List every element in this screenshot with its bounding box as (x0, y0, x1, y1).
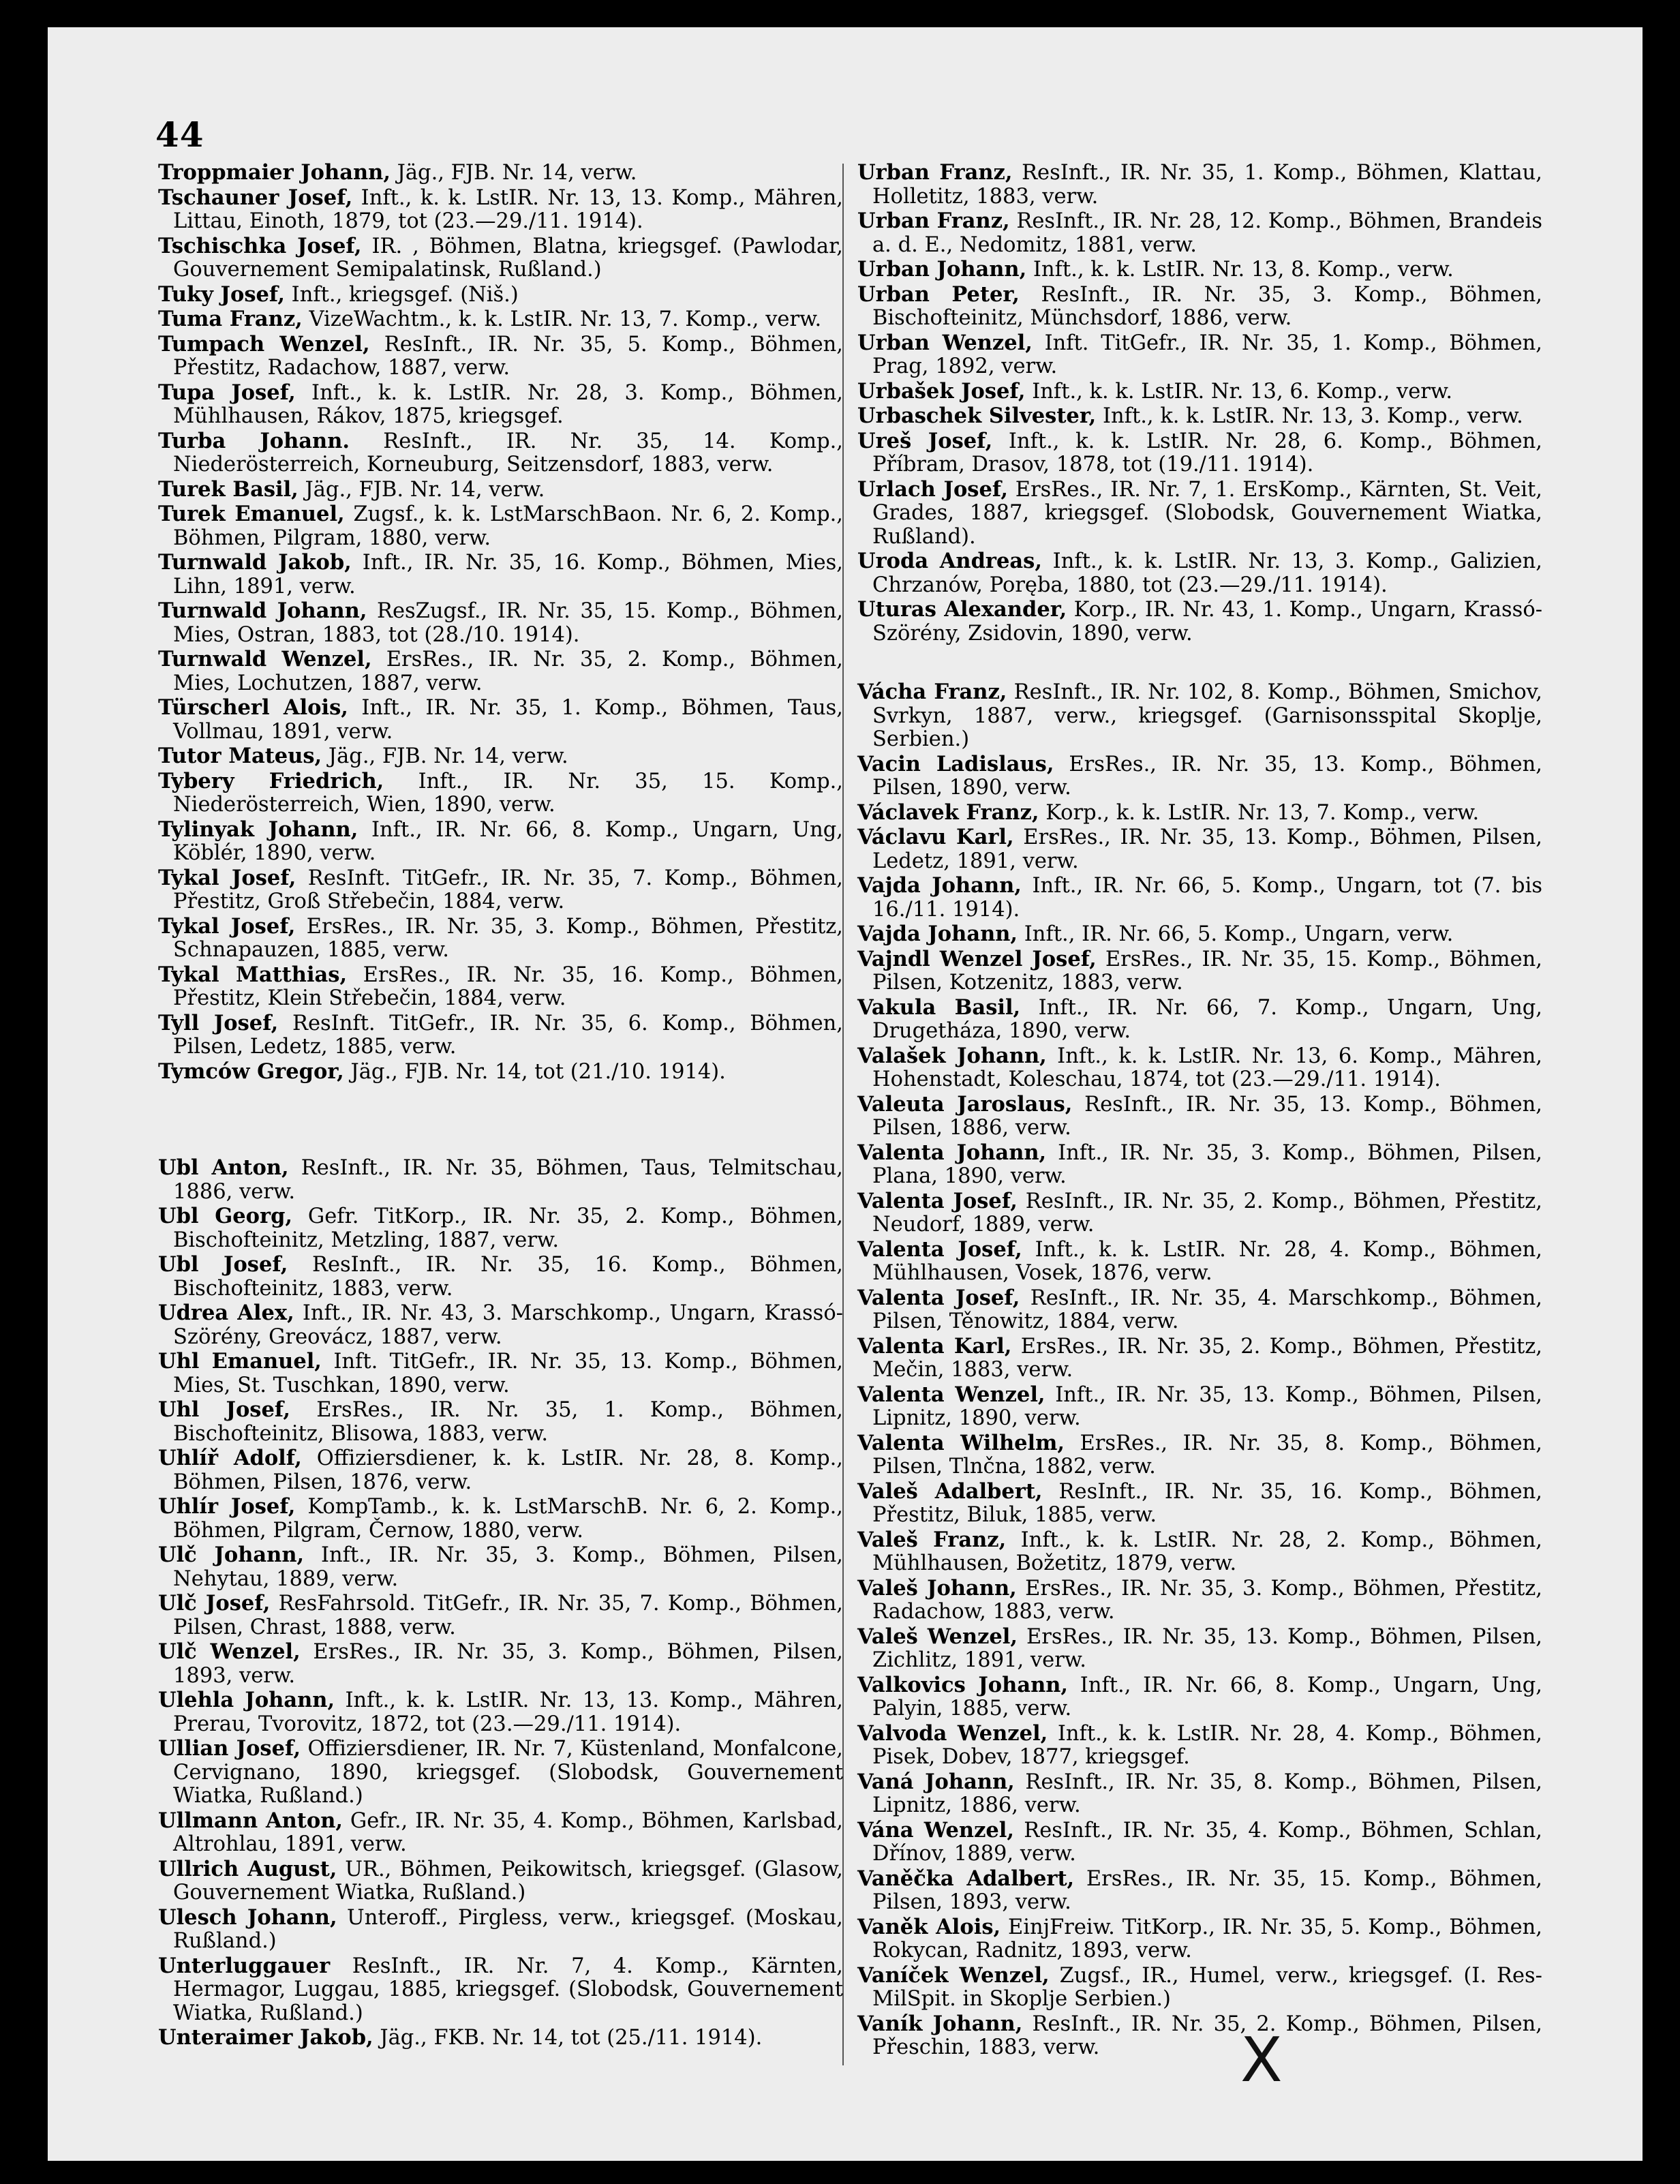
entry-name: Turek Basil, (158, 476, 299, 502)
entry-details: Inft. TitGefr., IR. Nr. 35, 13. Komp., Böhmen, Mies, St. Tuschkan, 1890, verw. (173, 1350, 843, 1397)
register-entry (857, 996, 1542, 1044)
entry-name: Vajndl Wenzel Josef, (857, 946, 1097, 971)
entry-details: VizeWachtm., k. k. LstIR. Nr. 13, 7. Komp., verw. (302, 307, 822, 331)
entry-name: Vakula Basil, (857, 995, 1021, 1020)
entry-details: ErsRes., IR. Nr. 35, 3. Komp., Böhmen, Přestitz, Schnapauzen, 1885, verw. (173, 914, 843, 962)
entry-name: Uhl Emanuel, (158, 1349, 322, 1374)
entry-name: Urbašek Josef, (857, 378, 1026, 404)
entry-name: Václavek Franz, (857, 800, 1039, 825)
entry-name: Tutor Mateus, (158, 744, 322, 768)
entry-name: Valeš Johann, (857, 1575, 1017, 1601)
entry-name: Valenta Josef, (857, 1285, 1020, 1310)
entry-details: Inft., IR. Nr. 35, 1. Komp., Böhmen, Taus, Vollmau, 1891, verw. (173, 696, 844, 744)
entry-details: Inft., IR. Nr. 66, 7. Komp., Ungarn, Ung, Drugetháza, 1890, verw. (872, 995, 1543, 1043)
register-entry (158, 770, 843, 817)
entry-name: Vajda Johann, (857, 873, 1022, 898)
register-entry (857, 1141, 1542, 1189)
entry-name: Tupa Josef, (158, 380, 296, 405)
register-entry (158, 599, 843, 647)
entry-name: Uturas Alexander, (857, 597, 1067, 622)
entry-name: Vajda Johann, (857, 922, 1018, 946)
register-entry (857, 161, 1542, 209)
entry-details: ResInft., IR. Nr. 35, 14. Komp., Niederösterreich, Korneuburg, Seitzensdorf, 1883, verw. (173, 429, 843, 476)
entry-name: Valenta Wilhelm, (857, 1430, 1065, 1455)
entry-details: ErsRes., IR. Nr. 35, 15. Komp., Böhmen, Pilsen, 1893, verw. (872, 1866, 1542, 1914)
register-entry (158, 551, 843, 598)
entry-name: Turnwald Johann, (158, 598, 367, 623)
entry-details: ResInft., IR. Nr. 35, 4. Komp., Böhmen, Schlan, Dřínov, 1889, verw. (872, 1818, 1542, 1866)
register-entry (158, 478, 843, 502)
entry-name: Tylinyak Johann, (158, 817, 358, 842)
entry-name: Urbaschek Silvester, (857, 404, 1097, 428)
register-entry (158, 818, 843, 866)
register-entry (857, 331, 1542, 379)
entry-name: Unterluggauer (158, 1953, 331, 1978)
entry-details: ResInft., IR. Nr. 7, 4. Komp., Kärnten, Hermagor, Luggau, 1885, kriegsgef. (Slobodsk, Gouvernement Wiatka, Rußland.) (173, 1954, 843, 2025)
entry-details: ResInft., IR. Nr. 102, 8. Komp., Böhmen, Smichov, Svrkyn, 1887, verw., kriegsgef. (Garnisonsspital Skoplje, Serbien.) (872, 680, 1542, 751)
entry-name: Turnwald Wenzel, (158, 647, 372, 671)
register-entry (158, 307, 843, 332)
register-entry (857, 1964, 1542, 2012)
handwritten-mark: X (1240, 2024, 1283, 2096)
entry-details: Zugsf., k. k. LstMarschBaon. Nr. 6, 2. Komp., Böhmen, Pilgram, 1880, verw. (173, 502, 843, 550)
register-entry (158, 744, 843, 769)
entry-details: ResInft., IR. Nr. 28, 12. Komp., Böhmen, Brandeis a. d. E., Nedomitz, 1881, verw. (872, 209, 1542, 257)
entry-details: Inft., IR. Nr. 35, 3. Komp., Böhmen, Pilsen, Nehytau, 1889, verw. (173, 1543, 843, 1591)
entry-name: Urban Franz, (857, 160, 1013, 185)
register-entry (857, 549, 1542, 597)
entry-name: Václavu Karl, (857, 825, 1014, 849)
entry-name: Vaněk Alois, (857, 1914, 1001, 1939)
register-entry (857, 1286, 1542, 1334)
register-entry (857, 922, 1542, 947)
entry-name: Uhl Josef, (158, 1397, 290, 1422)
entry-details: Inft., k. k. LstIR. Nr. 13, 3. Komp., Galizien, Chrzanów, Poręba, 1880, tot (23.—29./11. 1914). (872, 549, 1542, 597)
entry-name: Urlach Josef, (857, 476, 1008, 502)
entry-name: Unteraimer Jakob, (158, 2025, 373, 2050)
register-entry (857, 947, 1542, 995)
entry-details: Inft., k. k. LstIR. Nr. 13, 3. Komp., verw. (1096, 404, 1523, 428)
entry-details: ErsRes., IR. Nr. 35, 2. Komp., Böhmen, Přestitz, Mečin, 1883, verw. (872, 1334, 1542, 1382)
entry-name: Tuma Franz, (158, 307, 303, 331)
entry-details: ResInft., IR. Nr. 35, Böhmen, Taus, Telmitschau, 1886, verw. (173, 1156, 843, 1204)
entry-name: Tybery Friedrich, (158, 768, 384, 793)
register-entry (158, 1688, 843, 1736)
entry-name: Uroda Andreas, (857, 549, 1042, 573)
register-entry (857, 1480, 1542, 1528)
register-entry (857, 825, 1542, 873)
register-entry (158, 648, 843, 695)
register-entry (857, 1625, 1542, 1673)
register-entry (158, 502, 843, 550)
entry-details: ResInft., IR. Nr. 35, 2. Komp., Böhmen, Přestitz, Neudorf, 1889, verw. (872, 1189, 1542, 1237)
entry-details: Gefr., IR. Nr. 35, 4. Komp., Böhmen, Karlsbad, Altrohlau, 1891, verw. (173, 1808, 843, 1856)
entry-details: Inft., k. k. LstIR. Nr. 13, 13. Komp., Mähren, Prerau, Tvorovitz, 1872, tot (23.—29./11. 1914). (173, 1688, 843, 1736)
entry-details: ErsRes., IR. Nr. 35, 2. Komp., Böhmen, Mies, Lochutzen, 1887, verw. (173, 648, 843, 695)
register-entry (158, 1857, 843, 1905)
register-entry (857, 801, 1542, 825)
entry-details: ErsRes., IR. Nr. 35, 3. Komp., Böhmen, Přestitz, Radachow, 1883, verw. (872, 1576, 1542, 1624)
register-entry (857, 380, 1542, 404)
entry-details: Inft., k. k. LstIR. Nr. 28, 4. Komp., Böhmen, Pisek, Dobev, 1877, kriegsgef. (872, 1721, 1542, 1769)
entry-details: Jäg., FJB. Nr. 14, verw. (322, 744, 568, 768)
entry-name: Türscherl Alois, (158, 695, 348, 720)
register-entry (857, 1770, 1542, 1818)
entry-name: Tschischka Josef, (158, 233, 362, 258)
entry-details: Inft., IR. Nr. 35, 13. Komp., Böhmen, Pilsen, Lipnitz, 1890, verw. (872, 1382, 1543, 1430)
entry-details: Inft., k. k. LstIR. Nr. 13, 8. Komp., verw. (1026, 258, 1454, 282)
register-entry (158, 234, 843, 282)
register-entry (158, 2026, 843, 2050)
entry-name: Valenta Wenzel, (857, 1382, 1045, 1407)
entry-name: Valenta Karl, (857, 1333, 1012, 1359)
entry-name: Valenta Johann, (857, 1140, 1047, 1165)
entry-name: Valeuta Jaroslaus, (857, 1091, 1073, 1117)
entry-name: Vaněčka Adalbert, (857, 1866, 1075, 1891)
register-entry (857, 209, 1542, 257)
entry-name: Urban Franz, (857, 209, 1010, 233)
entry-name: Ubl Anton, (158, 1155, 289, 1180)
entry-name: Turnwald Jakob, (158, 550, 352, 575)
register-entry (857, 1044, 1542, 1092)
entry-name: Ulč Johann, (158, 1543, 305, 1567)
entry-details: KompTamb., k. k. LstMarschB. Nr. 6, 2. Komp., Böhmen, Pilgram, Černow, 1880, verw. (173, 1495, 843, 1543)
entry-name: Tumpach Wenzel, (158, 331, 370, 357)
entry-name: Ulč Wenzel, (158, 1639, 301, 1664)
register-entry (857, 1577, 1542, 1624)
register-entry (857, 1383, 1542, 1431)
register-entry (158, 1253, 843, 1301)
register-entry (857, 1673, 1542, 1721)
register-entry (857, 258, 1542, 282)
entry-name: Turek Emanuel, (158, 502, 345, 526)
entry-details: Inft., k. k. LstIR. Nr. 28, 2. Komp., Böhmen, Mühlhausen, Božetitz, 1879, verw. (872, 1528, 1542, 1575)
register-entry (158, 1204, 843, 1252)
entry-details: ResInft. TitGefr., IR. Nr. 35, 7. Komp., Böhmen, Přestitz, Groß Střebečin, 1884, verw. (173, 866, 843, 913)
register-entry (158, 866, 843, 914)
entry-details: Inft., IR. Nr. 66, 8. Komp., Ungarn, Ung, Palyin, 1885, verw. (872, 1673, 1542, 1720)
register-entry (158, 1301, 843, 1349)
entry-details: ErsRes., IR. Nr. 35, 8. Komp., Böhmen, Pilsen, Tlnčna, 1882, verw. (872, 1431, 1542, 1478)
register-entry (857, 1335, 1542, 1382)
register-entry (857, 753, 1542, 800)
entry-name: Valeš Wenzel, (857, 1624, 1018, 1649)
entry-name: Udrea Alex, (158, 1301, 294, 1325)
entry-name: Ullrich August, (158, 1856, 337, 1881)
register-entry (857, 874, 1542, 922)
register-entry (857, 404, 1542, 429)
entry-name: Ubl Josef, (158, 1252, 288, 1277)
entry-details: ErsRes., IR. Nr. 35, 1. Komp., Böhmen, Bischofteinitz, Blisowa, 1883, verw. (173, 1398, 843, 1446)
entry-details: ResFahrsold. TitGefr., IR. Nr. 35, 7. Komp., Böhmen, Pilsen, Chrast, 1888, verw. (173, 1592, 843, 1639)
entry-name: Tschauner Josef, (158, 185, 353, 210)
entry-details: ResInft., IR. Nr. 35, 16. Komp., Böhmen, Přestitz, Biluk, 1885, verw. (872, 1479, 1542, 1527)
register-entry (857, 1189, 1542, 1237)
register-entry (857, 283, 1542, 331)
entry-name: Uhlír Josef, (158, 1494, 296, 1519)
register-entry (158, 915, 843, 962)
register-entry (158, 1398, 843, 1446)
entry-details: ResInft., IR. Nr. 35, 5. Komp., Böhmen, Přestitz, Radachow, 1887, verw. (173, 332, 843, 380)
entry-name: Valeš Franz, (857, 1527, 1007, 1552)
register-entry (158, 1737, 843, 1808)
register-entry (158, 1640, 843, 1688)
entry-details: ResInft., IR. Nr. 35, 4. Marschkomp., Böhmen, Pilsen, Těnowitz, 1884, verw. (872, 1286, 1542, 1333)
entry-details: Jäg., FKB. Nr. 14, tot (25./11. 1914). (373, 2026, 763, 2050)
entry-details: Jäg., FJB. Nr. 14, tot (21./10. 1914). (343, 1059, 726, 1084)
register-entry (158, 1446, 843, 1494)
entry-details: Inft., k. k. LstIR. Nr. 13, 13. Komp., Mähren, Littau, Einoth, 1879, tot (23.—29./11. 1914). (173, 185, 843, 233)
entry-details: Inft. TitGefr., IR. Nr. 35, 1. Komp., Böhmen, Prag, 1892, verw. (872, 331, 1542, 378)
entry-details: ResZugsf., IR. Nr. 35, 15. Komp., Böhmen, Mies, Ostran, 1883, tot (28./10. 1914). (173, 599, 844, 647)
section-gap (857, 646, 1542, 680)
entry-name: Uhlíř Adolf, (158, 1446, 302, 1470)
register-entry (158, 1012, 843, 1059)
register-entry (158, 283, 843, 307)
register-entry (158, 1592, 843, 1639)
entry-name: Urban Johann, (857, 257, 1027, 282)
entry-name: Vácha Franz, (857, 680, 1007, 704)
entry-name: Vána Wenzel, (857, 1817, 1015, 1842)
right-column (857, 161, 1542, 2061)
entry-details: Inft., IR. Nr. 43, 3. Marschkomp., Ungarn, Krassó-Szörény, Greovácz, 1887, verw. (173, 1301, 843, 1349)
entry-details: Inft., k. k. LstIR. Nr. 13, 6. Komp., Mähren, Hohenstadt, Koleschau, 1874, tot (23.—29./11. 1914). (872, 1044, 1542, 1091)
entry-name: Ulehla Johann, (158, 1688, 335, 1712)
entry-details: Korp., IR. Nr. 43, 1. Komp., Ungarn, Krassó-Szörény, Zsidovin, 1890, verw. (872, 598, 1543, 646)
entry-name: Vaná Johann, (857, 1769, 1015, 1794)
entry-details: Unteroff., Pirgless, verw., kriegsgef. (Moskau, Rußland.) (173, 1905, 843, 1953)
register-entry (857, 1431, 1542, 1479)
entry-details: Gefr. TitKorp., IR. Nr. 35, 2. Komp., Böhmen, Bischofteinitz, Metzling, 1887, verw. (173, 1204, 843, 1252)
entry-name: Urban Peter, (857, 282, 1020, 307)
register-entry (158, 1156, 843, 1204)
entry-name: Ubl Georg, (158, 1204, 293, 1228)
register-entry (158, 186, 843, 234)
register-entry (158, 1906, 843, 1954)
entry-name: Tuky Josef, (158, 282, 285, 307)
entry-name: Valenta Josef, (857, 1188, 1018, 1213)
register-entry (158, 429, 843, 477)
entry-details: UR., Böhmen, Peikowitsch, kriegsgef. (Glasow, Gouvernement Wiatka, Rußland.) (173, 1857, 843, 1905)
entry-name: Valkovics Johann, (857, 1672, 1069, 1697)
register-entry (857, 1915, 1542, 1963)
entry-name: Turba Johann. (158, 428, 350, 453)
entry-name: Valeš Adalbert, (857, 1478, 1043, 1504)
entry-name: Valenta Josef, (857, 1237, 1022, 1262)
entry-name: Ullian Josef, (158, 1736, 301, 1761)
entry-details: Inft., kriegsgef. (Niš.) (284, 282, 519, 307)
entry-name: Ullmann Anton, (158, 1808, 343, 1833)
entry-name: Ureš Josef, (857, 428, 993, 453)
register-entry (158, 1060, 843, 1085)
entry-details: Inft., IR. Nr. 35, 3. Komp., Böhmen, Pilsen, Plana, 1890, verw. (872, 1140, 1542, 1188)
entry-name: Ulč Josef, (158, 1591, 271, 1616)
entry-details: Inft., k. k. LstIR. Nr. 13, 6. Komp., verw. (1025, 379, 1453, 404)
register-entry (158, 1543, 843, 1591)
register-entry (158, 161, 843, 185)
entry-name: Ulesch Johann, (158, 1905, 337, 1930)
entry-details: ErsRes., IR. Nr. 35, 3. Komp., Böhmen, Pilsen, 1893, verw. (173, 1640, 843, 1688)
entry-name: Vaníček Wenzel, (857, 1962, 1050, 1988)
entry-name: Tykal Josef, (158, 865, 296, 890)
register-entry (857, 1867, 1542, 1915)
entry-details: Inft., k. k. LstIR. Nr. 28, 4. Komp., Böhmen, Mühlhausen, Vosek, 1876, verw. (872, 1237, 1542, 1285)
entry-details: Inft., IR. Nr. 66, 8. Komp., Ungarn, Ung, Köblér, 1890, verw. (173, 817, 843, 865)
register-entry (158, 333, 843, 380)
entry-details: ResInft., IR. Nr. 35, 16. Komp., Böhmen, Bischofteinitz, 1883, verw. (173, 1253, 843, 1301)
entry-name: Tymców Gregor, (158, 1059, 344, 1084)
entry-details: Inft., IR. Nr. 66, 5. Komp., Ungarn, verw. (1018, 922, 1454, 946)
register-entry (158, 696, 843, 744)
entry-details: Offiziersdiener, IR. Nr. 7, Küstenland, Monfalcone, Cervignano, 1890, kriegsgef. (Slobodsk, Gouvernement Wiatka, Rußland.) (173, 1737, 843, 1808)
register-entry (158, 1954, 843, 2026)
register-entry (158, 1350, 843, 1397)
entry-name: Vaník Johann, (857, 2011, 1023, 2036)
entry-name: Troppmaier Johann, (158, 160, 391, 185)
scan-edge (1643, 0, 1680, 2184)
entry-details: Korp., k. k. LstIR. Nr. 13, 7. Komp., verw. (1039, 800, 1480, 825)
entry-name: Tykal Josef, (158, 913, 296, 939)
entry-details: ErsRes., IR. Nr. 35, 15. Komp., Böhmen, Pilsen, Kotzenitz, 1883, verw. (872, 947, 1542, 995)
entry-details: ResInft., IR. Nr. 35, 3. Komp., Böhmen, Bischofteinitz, Münchsdorf, 1886, verw. (872, 282, 1542, 330)
entry-details: ErsRes., IR. Nr. 7, 1. ErsKomp., Kärnten, St. Veit, Grades, 1887, kriegsgef. (Slobodsk, Gouvernement Wiatka, Rußland). (872, 477, 1542, 549)
register-entry (857, 598, 1542, 646)
entry-details: ResInft., IR. Nr. 35, 8. Komp., Böhmen, Pilsen, Lipnitz, 1886, verw. (872, 1770, 1542, 1817)
entry-details: Jäg., FJB. Nr. 14, verw. (298, 477, 545, 502)
register-entry (158, 1495, 843, 1543)
register-entry (158, 963, 843, 1011)
register-entry (857, 1528, 1542, 1576)
entry-details: ResInft., IR. Nr. 35, 13. Komp., Böhmen, Pilsen, 1886, verw. (872, 1092, 1542, 1140)
register-entry (857, 1093, 1542, 1140)
entry-details: EinjFreiw. TitKorp., IR. Nr. 35, 5. Komp., Böhmen, Rokycan, Radnitz, 1893, verw. (872, 1915, 1543, 1962)
entry-details: ResInft., IR. Nr. 35, 2. Komp., Böhmen, Pilsen, Přeschin, 1883, verw. (872, 2012, 1542, 2059)
entry-details: Inft., IR. Nr. 35, 16. Komp., Böhmen, Mies, Lihn, 1891, verw. (173, 551, 843, 598)
register-entry (158, 381, 843, 429)
entry-name: Vacin Ladislaus, (857, 751, 1054, 776)
entry-name: Urban Wenzel, (857, 330, 1033, 355)
entry-details: ResInft. TitGefr., IR. Nr. 35, 6. Komp., Böhmen, Pilsen, Ledetz, 1885, verw. (173, 1011, 844, 1059)
entry-details: Jäg., FJB. Nr. 14, verw. (390, 161, 637, 185)
entry-details: Inft., k. k. LstIR. Nr. 28, 3. Komp., Böhmen, Mühlhausen, Rákov, 1875, kriegsgef. (173, 380, 844, 428)
entry-details: ErsRes., IR. Nr. 35, 13. Komp., Böhmen, Pilsen, Zichlitz, 1891, verw. (872, 1624, 1542, 1672)
entry-name: Valvoda Wenzel, (857, 1720, 1048, 1746)
section-gap (158, 1085, 843, 1156)
entry-name: Valašek Johann, (857, 1043, 1047, 1068)
entry-details: Zugsf., IR., Humel, verw., kriegsgef. (I. Res-MilSpit. in Skoplje Serbien.) (872, 1963, 1542, 2011)
entry-details: ErsRes., IR. Nr. 35, 16. Komp., Böhmen, Přestitz, Klein Střebečin, 1884, verw. (173, 962, 843, 1010)
entry-details: Inft., k. k. LstIR. Nr. 28, 6. Komp., Böhmen, Příbram, Drasov, 1878, tot (19./11. 1914). (872, 429, 1543, 476)
left-column (158, 161, 843, 2051)
page-number: 44 (155, 115, 204, 155)
entry-details: ErsRes., IR. Nr. 35, 13. Komp., Böhmen, Pilsen, 1890, verw. (872, 752, 1542, 800)
register-entry (857, 478, 1542, 549)
entry-details: Offiziersdiener, k. k. LstIR. Nr. 28, 8. Komp., Böhmen, Pilsen, 1876, verw. (173, 1446, 844, 1494)
register-entry (857, 429, 1542, 477)
register-entry (857, 1238, 1542, 1286)
entry-details: IR. , Böhmen, Blatna, kriegsgef. (Pawlodar, Gouvernement Semipalatinsk, Rußland.) (173, 234, 843, 282)
entry-details: ResInft., IR. Nr. 35, 1. Komp., Böhmen, Klattau, Holletitz, 1883, verw. (872, 161, 1542, 209)
register-entry (857, 1722, 1542, 1770)
register-entry (857, 680, 1542, 752)
register-entry (857, 2012, 1542, 2060)
entry-name: Tykal Matthias, (158, 962, 348, 987)
register-entry (857, 1819, 1542, 1866)
entry-name: Tyll Josef, (158, 1010, 279, 1035)
entry-details: ErsRes., IR. Nr. 35, 13. Komp., Böhmen, Pilsen, Ledetz, 1891, verw. (872, 825, 1542, 873)
register-entry (158, 1809, 843, 1857)
entry-details: Inft., IR. Nr. 35, 15. Komp., Niederösterreich, Wien, 1890, verw. (173, 769, 844, 817)
entry-details: Inft., IR. Nr. 66, 5. Komp., Ungarn, tot (7. bis 16./11. 1914). (872, 874, 1542, 922)
